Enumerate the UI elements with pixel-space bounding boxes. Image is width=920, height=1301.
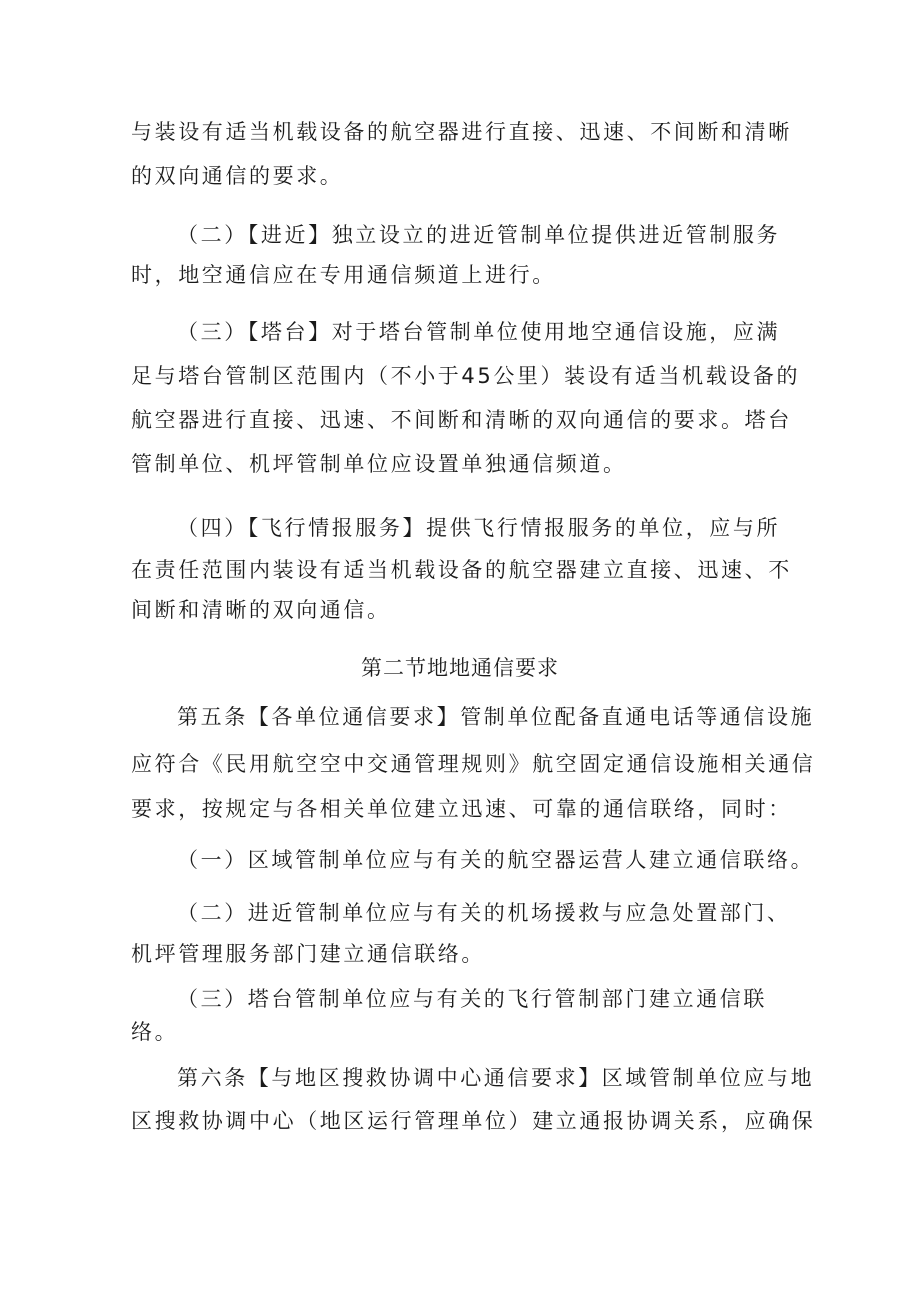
text-line: 络。 [131,1020,179,1044]
text-line: 间断和清晰的双向通信。 [131,598,391,622]
section-heading: 第二节地地通信要求 [361,656,559,680]
text-line: 航空器进行直接、迅速、不间断和清晰的双向通信的要求。塔台 [131,408,792,432]
text-line: 的双向通信的要求。 [131,164,344,188]
text-line: （二）进近管制单位应与有关的机场援救与应急处置部门、 [177,901,791,925]
text-line: 区搜救协调中心（地区运行管理单位）建立通报协调关系，应确保 [131,1109,816,1133]
text-line: 与装设有适当机载设备的航空器进行直接、迅速、不间断和清晰 [131,120,792,144]
text-line: （一）区域管制单位应与有关的航空器运营人建立通信联络。 [177,848,815,872]
text-line: 第五条【各单位通信要求】管制单位配备直通电话等通信设施 [177,705,815,729]
text-line: （三）【塔台】对于塔台管制单位使用地空通信设施，应满 [177,320,781,344]
text-line: 机坪管理服务部门建立通信联络。 [131,942,485,966]
text-line: （二）【进近】独立设立的进近管制单位提供进近管制服务 [177,223,781,247]
text-line: 足与塔台管制区范围内（不小于45公里）装设有适当机载设备的 [131,364,801,388]
text-line: 时，地空通信应在专用通信频道上进行。 [131,263,556,287]
text-line: 第六条【与地区搜救协调中心通信要求】区域管制单位应与地 [177,1066,815,1090]
text-line: 要求，按规定与各相关单位建立迅速、可靠的通信联络，同时： [131,797,792,821]
text-line: （四）【飞行情报服务】提供飞行情报服务的单位，应与所 [177,516,781,540]
text-line: 管制单位、机坪管制单位应设置单独通信频道。 [131,452,627,476]
text-line: 在责任范围内装设有适当机载设备的航空器建立直接、迅速、不 [131,558,792,582]
text-line: 应符合《民用航空空中交通管理规则》航空固定通信设施相关通信 [131,752,816,776]
text-line: （三）塔台管制单位应与有关的飞行管制部门建立通信联 [177,987,767,1011]
